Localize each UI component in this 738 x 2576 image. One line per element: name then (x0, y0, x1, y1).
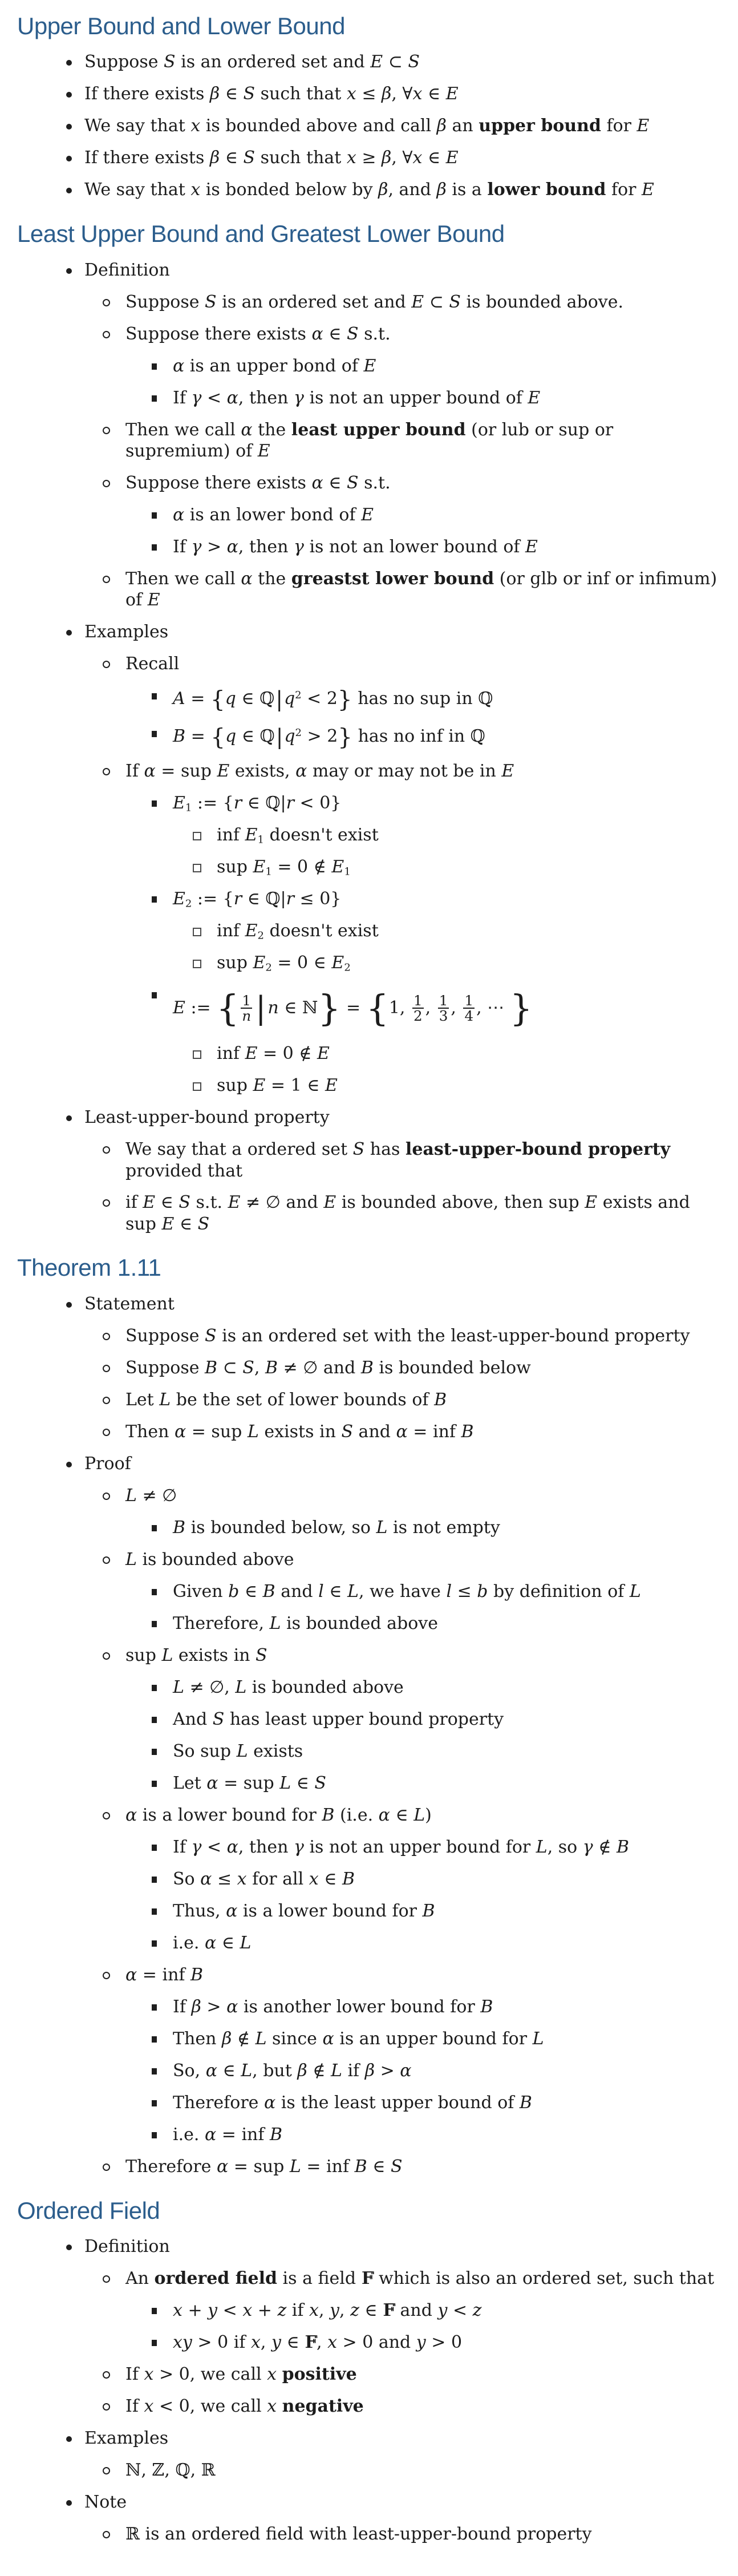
list-item-text: Suppose S is an ordered set and E ⊂ S (84, 52, 420, 72)
section-heading: Theorem 1.11 (17, 1254, 161, 1281)
list-item-text: Definition (84, 260, 170, 280)
bullet-square-icon (152, 544, 157, 551)
list-item-text: sup $E_1 = 0$ ∉ $E_1$ (217, 856, 351, 878)
list-item-text: α = inf B (125, 1964, 204, 1985)
bullet-open-square-icon (193, 864, 201, 872)
list-item (17, 920, 717, 942)
list-item-text: Therefore α = sup L = inf B ∈ S (125, 2156, 403, 2177)
list-item (17, 1485, 717, 1507)
section-theorem-1-11 (17, 1254, 717, 2177)
list-item (17, 1869, 717, 1890)
bullet-square-icon (152, 1525, 157, 1531)
list-item-text: We say that a ordered set S has least-upper-bound property provided that (125, 1139, 671, 1181)
bullet-square-icon (152, 1589, 157, 1595)
list-item (17, 2124, 717, 2146)
list-item (17, 1453, 717, 1475)
list-item (17, 1932, 717, 1954)
bullet-square-icon (152, 1908, 157, 1915)
list-item-text: Then we call α the greastst lower bound (or glb or inf or infimum) of E (125, 568, 717, 610)
list-item-text: Suppose S is an ordered set with the least-upper-bound property (125, 1325, 690, 1346)
list-item-text: Statement (84, 1293, 175, 1314)
bullet-circle-icon (103, 427, 110, 434)
list-item (17, 1613, 717, 1635)
list-item-text: if E ∈ S s.t. E ≠ ∅ and E is bounded above, then sup E exists and sup E ∈ S (125, 1192, 690, 1234)
list-item-text: i.e. α = inf B (173, 2124, 283, 2145)
list-item (17, 1139, 717, 1182)
list-item-text: L is bounded above (125, 1549, 294, 1570)
list-item-text: Examples (84, 621, 169, 642)
list-item (17, 1075, 717, 1097)
bullet-square-icon (152, 1781, 157, 1787)
list-item-text: B = {q ∈ $ℚ|q^2 > 2$} has no inf in ℚ (173, 722, 485, 750)
list-item (17, 888, 717, 910)
list-item-text: Therefore, L is bounded above (173, 1613, 438, 1633)
section-heading: Least Upper Bound and Greatest Lower Bound (17, 220, 505, 248)
bullet-square-icon (152, 512, 157, 519)
section-ordered-field (17, 2197, 717, 2545)
list-item (17, 323, 717, 345)
list-item (17, 1996, 717, 2018)
list-item-text: α is an upper bond of E (173, 355, 376, 376)
list-item (17, 2460, 717, 2481)
list-item (17, 292, 717, 313)
list-item (17, 387, 717, 409)
list-item-text: sup E = 1 ∈ E (217, 1075, 338, 1096)
bullet-circle-icon (103, 1493, 110, 1500)
list-item-text: α is a lower bound for B (i.e. α ∈ L) (125, 1805, 432, 1825)
bullet-square-icon (152, 395, 157, 402)
list-item (17, 653, 717, 675)
bullet-square-icon (152, 731, 157, 737)
list-item-text: xy > 0 if x, y ∈ F F, x > 0 and y > 0 (17, 2332, 717, 2353)
bullet-circle-icon (103, 1365, 110, 1372)
bullet-disc-icon (66, 2436, 72, 2442)
bullet-square-icon (152, 2100, 157, 2106)
list-item-text: Note (84, 2492, 127, 2512)
list-item-text: α is an lower bond of E (173, 504, 374, 525)
list-item (17, 1900, 717, 1922)
list-item (17, 2156, 717, 2178)
list-item-text: ℝ is an ordered field with least-upper-bound property (125, 2524, 592, 2544)
bullet-disc-icon (66, 2245, 72, 2250)
bullet-open-square-icon (193, 928, 201, 936)
bullet-circle-icon (103, 2275, 110, 2283)
bullet-list (17, 1293, 717, 2178)
bullet-circle-icon (103, 1652, 110, 1660)
list-item-text: Then we call α the least upper bound (or lub or sup or supremium) of E (125, 419, 614, 462)
section-upper-bound-and-lower-bound (17, 13, 717, 201)
list-item-text: Definition (84, 2236, 170, 2256)
list-item-text: sup L exists in S (125, 1645, 267, 1665)
bullet-circle-icon (103, 2163, 110, 2171)
list-item-text: Suppose S is an ordered set and E ⊂ S is bounded above. (125, 292, 624, 312)
list-item (17, 761, 717, 782)
bullet-disc-icon (66, 268, 72, 274)
bullet-square-icon (152, 2340, 157, 2346)
list-item (17, 1043, 717, 1065)
list-item-text: If γ > α, then γ is not an lower bound of E (173, 536, 538, 557)
list-item-text: So α ≤ x for all x ∈ B (173, 1869, 355, 1889)
bullet-circle-icon (103, 480, 110, 487)
list-item-text: inf E = 0 ∉ E (217, 1044, 330, 1064)
bullet-square-icon (152, 800, 157, 807)
list-item (17, 1773, 717, 1794)
bullet-circle-icon (103, 768, 110, 775)
list-item (17, 2364, 717, 2385)
bullet-circle-icon (103, 2467, 110, 2474)
list-item (17, 1325, 717, 1347)
list-item-text: Let L be the set of lower bounds of B (125, 1389, 447, 1410)
list-item (17, 1645, 717, 1667)
bullet-circle-icon (103, 1812, 110, 1819)
bullet-circle-icon (103, 576, 110, 583)
list-item-text: If x > 0, we call x positive (125, 2364, 357, 2384)
list-item (17, 2092, 717, 2114)
list-item-text: Thus, α is a lower bound for B (173, 1900, 435, 1921)
bullet-square-icon (152, 1877, 157, 1883)
bullet-square-icon (152, 1685, 157, 1691)
list-item-text: Recall (125, 653, 180, 674)
bullet-open-square-icon (193, 960, 201, 968)
list-item (17, 984, 717, 1033)
list-item-text: Then β ∉ L since α is an upper bound for L (173, 2028, 544, 2049)
list-item-text: And S has least upper bound property (173, 1709, 504, 1729)
list-item-text: If there exists β ∈ S such that x ≤ β, ∀x ∈ E (84, 84, 459, 104)
list-item (17, 51, 717, 73)
list-item (17, 1293, 717, 1315)
list-item (17, 2060, 717, 2082)
list-item-text: sup $E_2 = 0$ ∈ $E_2$ (217, 952, 351, 974)
list-item-text: L ≠ ∅ (125, 1485, 177, 1506)
list-item-text: L ≠ ∅, L is bounded above (173, 1677, 404, 1697)
list-item (17, 2236, 717, 2258)
list-item-text: If γ < α, then γ is not an upper bound of E (173, 387, 541, 408)
bullet-circle-icon (103, 331, 110, 338)
bullet-square-icon (152, 896, 157, 903)
list-item-text: Least-upper-bound property (84, 1107, 330, 1128)
list-item-text: Then α = sup L exists in S and α = inf B (125, 1421, 474, 1442)
bullet-disc-icon (66, 2500, 72, 2506)
bullet-circle-icon (103, 1429, 110, 1436)
list-item (17, 1581, 717, 1603)
list-item-text: Suppose there exists α ∈ S s.t. (125, 323, 391, 344)
list-item (17, 83, 717, 105)
bullet-square-icon (152, 363, 157, 370)
list-item (17, 2268, 717, 2290)
list-item (17, 1549, 717, 1571)
bullet-square-icon (152, 2068, 157, 2074)
list-item-text: E := { $\frac{1}{n}$ | n ∈ ℕ} = {1, $\frac{1}{2}$ , $\frac{1}{3}$ , $\frac{1}{4}$ , ⋯ } (173, 987, 533, 1029)
bullet-circle-icon (103, 2371, 110, 2379)
bullet-open-square-icon (193, 1082, 201, 1091)
list-item (17, 2492, 717, 2513)
list-item (17, 1357, 717, 1379)
list-item (17, 2396, 717, 2417)
list-item-text: Given b ∈ B and l ∈ L, we have l ≤ b by definition of L (173, 1581, 641, 1602)
list-item-text: inf $E_1$ doesn't exist (217, 824, 379, 846)
list-item (17, 115, 717, 137)
bullet-circle-icon (103, 299, 110, 306)
list-item (17, 621, 717, 643)
bullet-open-square-icon (193, 832, 201, 840)
list-item-text: A = {q ∈ $ℚ|q^2 < 2$} has no sup in ℚ (173, 685, 493, 713)
list-item-text: If α = sup E exists, α may or may not be in E (125, 761, 514, 781)
bullet-list (17, 260, 717, 1235)
list-item (17, 856, 717, 878)
list-item-text: So, α ∈ L, but β ∉ L if β > α (173, 2060, 412, 2081)
list-item-text: Examples (84, 2428, 169, 2448)
list-item (17, 179, 717, 201)
list-item-text: If β > α is another lower bound for B (173, 1996, 493, 2017)
list-item (17, 536, 717, 558)
list-item (17, 824, 717, 846)
list-item-text: Suppose B ⊂ S, B ≠ ∅ and B is bounded below (125, 1357, 531, 1378)
list-item (17, 1421, 717, 1443)
list-item (17, 1805, 717, 1826)
list-item (17, 2300, 717, 2322)
bullet-square-icon (152, 1940, 157, 1947)
list-item (17, 1517, 717, 1539)
bullet-disc-icon (66, 630, 72, 636)
bullet-square-icon (152, 1749, 157, 1755)
bullet-square-icon (152, 2036, 157, 2043)
list-item (17, 1709, 717, 1730)
bullet-list (17, 51, 717, 201)
list-item-text: If x < 0, we call x negative (125, 2396, 364, 2416)
list-item-text: inf $E_2$ doesn't exist (217, 920, 379, 942)
section-heading: Upper Bound and Lower Bound (17, 13, 345, 39)
list-item (17, 952, 717, 974)
bullet-circle-icon (103, 1556, 110, 1564)
list-item (17, 1389, 717, 1411)
list-item (17, 1107, 717, 1129)
list-item (17, 260, 717, 281)
list-item (17, 504, 717, 526)
bullet-square-icon (152, 2004, 157, 2011)
list-item (17, 1964, 717, 1986)
bullet-disc-icon (66, 1302, 72, 1308)
list-item-text: We say that x is bonded below by β, and β is a lower bound for E (84, 180, 654, 200)
list-item (17, 2332, 717, 2353)
list-item-text: Proof (84, 1453, 131, 1474)
list-item (17, 2428, 717, 2449)
list-item (17, 147, 717, 169)
bullet-disc-icon (66, 1462, 72, 1467)
bullet-square-icon (152, 1845, 157, 1851)
list-item (17, 723, 717, 750)
list-item-text: B is bounded below, so L is not empty (173, 1517, 500, 1538)
section-least-upper-bound-and-greatest-lower-bound (17, 220, 717, 1235)
list-item-text: If γ < α, then γ is not an upper bound for L, so γ ∉ B (173, 1837, 630, 1857)
list-item (17, 2524, 717, 2545)
list-item (17, 1677, 717, 1699)
list-item-text: $E_1$ := {r ∈ ℚ|r < 0} (173, 792, 342, 814)
section-heading: Ordered Field (17, 2197, 160, 2224)
list-item-text: So sup L exists (173, 1741, 303, 1761)
list-item (17, 2028, 717, 2050)
bullet-list (17, 2236, 717, 2545)
list-item (17, 1741, 717, 1762)
list-item (17, 472, 717, 494)
list-item (17, 792, 717, 814)
bullet-circle-icon (103, 1972, 110, 1979)
bullet-square-icon (152, 1717, 157, 1723)
bullet-square-icon (152, 2308, 157, 2314)
bullet-circle-icon (103, 1397, 110, 1404)
bullet-circle-icon (103, 1333, 110, 1340)
list-item-text: If there exists β ∈ S such that x ≥ β, ∀x ∈ E (84, 148, 459, 168)
bullet-square-icon (152, 693, 157, 699)
list-item (17, 419, 717, 462)
bullet-open-square-icon (193, 1050, 201, 1059)
list-item (17, 685, 717, 713)
list-item-text: i.e. α ∈ L (173, 1932, 252, 1953)
bullet-circle-icon (103, 2531, 110, 2538)
bullet-circle-icon (103, 661, 110, 668)
list-item-text: ℕ, ℤ, ℚ, ℝ (125, 2460, 216, 2480)
list-item-text: An ordered field is a field F F which is also an ordered set, such that (17, 2268, 717, 2290)
list-item-text: x + y < x + z if x, y, z ∈ F F and y < z (17, 2300, 717, 2322)
list-item-text: Let α = sup L ∈ S (173, 1773, 326, 1793)
bullet-square-icon (152, 992, 157, 998)
bullet-circle-icon (103, 2403, 110, 2411)
list-item (17, 568, 717, 611)
bullet-square-icon (152, 2132, 157, 2138)
list-item-text: We say that x is bounded above and call β an upper bound for E (84, 116, 650, 136)
list-item (17, 355, 717, 377)
list-item (17, 1192, 717, 1235)
list-item-text: $E_2$ := {r ∈ ℚ|r ≤ 0} (173, 888, 342, 910)
list-item (17, 1837, 717, 1858)
list-item-text: Suppose there exists α ∈ S s.t. (125, 472, 391, 493)
bullet-square-icon (152, 1621, 157, 1627)
list-item-text: Therefore α is the least upper bound of B (173, 2092, 532, 2113)
